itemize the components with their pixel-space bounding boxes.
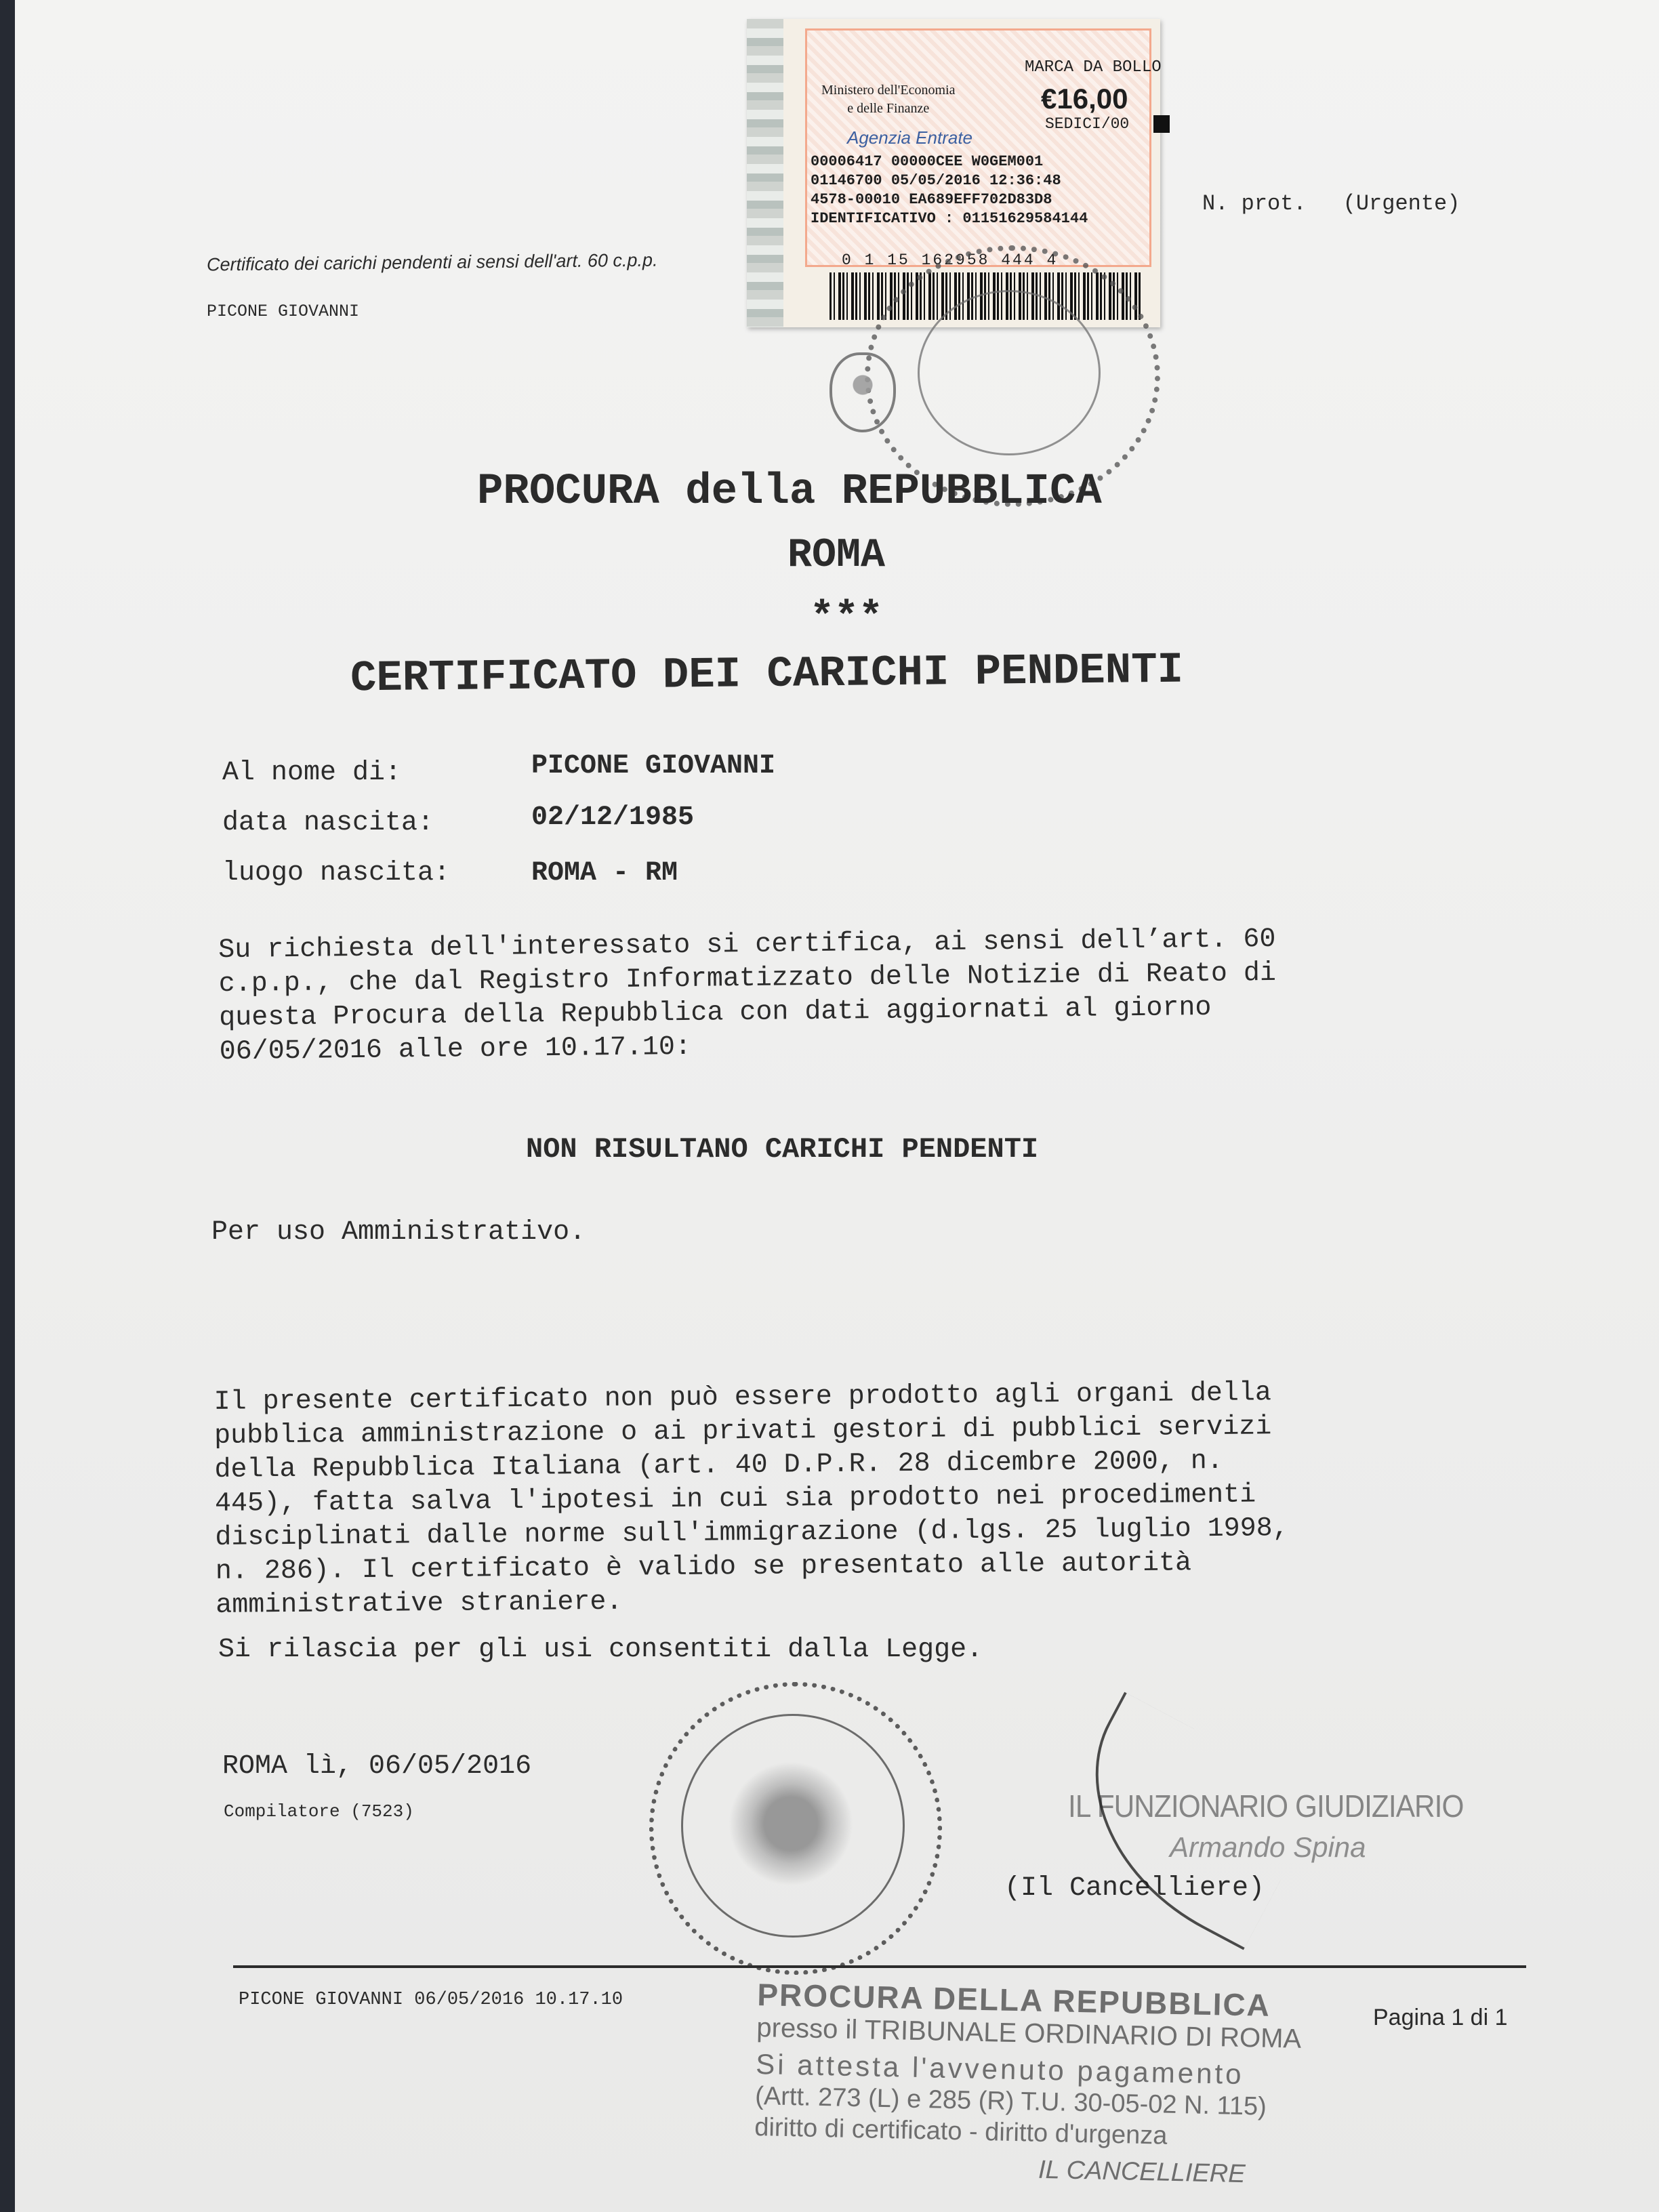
- protocol-label: N. prot.: [1202, 191, 1307, 216]
- birthdate-value: 02/12/1985: [531, 802, 695, 833]
- official-title-stamp: IL FUNZIONARIO GIUDIZIARIO: [1068, 1788, 1464, 1824]
- certification-paragraph: Su richiesta dell'interessato si certifica, ai sensi dell’art. 60 c.p.p., che dal Registro Informatizzato delle Notizie di Reato di questa Procura della Repubblica con dati aggiornati al giorno 06/05/2016 alle ore 10.17.10:: [218, 924, 1277, 1068]
- agency-logo: Agenzia Entrate: [847, 127, 973, 148]
- place-date: ROMA lì, 06/05/2016: [222, 1751, 532, 1782]
- protocol-number: [1202, 191, 1460, 216]
- compiler-id: Compilatore (7523): [224, 1801, 414, 1822]
- name-label: Al nome di:: [222, 758, 402, 788]
- footer-divider: [233, 1965, 1526, 1968]
- stamp-label: MARCA DA BOLLO: [1025, 58, 1162, 77]
- payment-stamp-signer: IL CANCELLIERE: [1038, 2155, 1246, 2189]
- payment-stamp-fees: diritto di certificato - diritto d'urgenza: [754, 2112, 1168, 2150]
- release-statement: Si rilascia per gli usi consentiti dalla Legge.: [218, 1635, 983, 1665]
- payment-stamp-attest: Si attesta l'avvenuto pagamento: [755, 2047, 1245, 2091]
- name-value: PICONE GIOVANNI: [531, 751, 776, 781]
- city-title: ROMA: [787, 533, 886, 579]
- usage-statement: Per uso Amministrativo.: [211, 1217, 586, 1248]
- stamp-tab: [1153, 115, 1170, 133]
- protocol-priority: (Urgente): [1343, 191, 1460, 216]
- stamp-code-line: 01146700 05/05/2016 12:36:48: [811, 172, 1061, 189]
- birthplace-label: luogo nascita:: [222, 858, 451, 888]
- document-title: CERTIFICATO DEI CARICHI PENDENTI: [350, 646, 1184, 704]
- stamp-value: €16,00: [1041, 83, 1128, 115]
- official-name-stamp: Armando Spina: [1170, 1831, 1366, 1863]
- signatory-role: (Il Cancelliere): [1004, 1873, 1265, 1904]
- barcode-number: 0 1 15 162958 444 4: [842, 251, 1059, 269]
- page-number: Pagina 1 di 1: [1373, 2005, 1508, 2030]
- payment-stamp-court: presso il TRIBUNALE ORDINARIO DI ROMA: [756, 2012, 1302, 2054]
- birthdate-label: data nascita:: [222, 808, 434, 838]
- hologram-strip: [747, 19, 783, 327]
- stamp-identifier: IDENTIFICATIVO : 01151629584144: [811, 210, 1088, 227]
- office-seal-stamp: [649, 1682, 942, 1975]
- notice-paragraph: Il presente certificato non può essere prodotto agli organi della pubblica amministrazione o ai privati gestori di pubblici servizi della Repubblica Italiana (art. 40 D.P.R. 28 dicembre 2000, n. 445), fatta salva l'ipotesi in cui sia prodotto nei procedimenti disciplinati dalle norme sull'immigrazione (d.lgs. 25 luglio 1998, n. 286). Il certificato è valido se presentato alle autorità amministrative straniere.: [213, 1378, 1289, 1621]
- payment-stamp-law: (Artt. 273 (L) e 285 (R) T.U. 30-05-02 N. 115): [754, 2081, 1267, 2121]
- republic-emblem-icon: [830, 352, 896, 432]
- ministry-name: Ministero dell'Economia e delle Finanze: [821, 83, 956, 116]
- title-separator: ***: [810, 595, 884, 641]
- stamp-value-words: SEDICI/00: [1045, 115, 1130, 133]
- stamp-code-line: 00006417 00000CEE W0GEM001: [811, 153, 1044, 170]
- office-title: PROCURA della REPUBBLICA: [477, 468, 1102, 516]
- stamp-code-line: 4578-00010 EA689EFF702D83D8: [811, 191, 1052, 208]
- payment-stamp-office: PROCURA DELLA REPUBBLICA: [756, 1976, 1271, 2023]
- result-statement: NON RISULTANO CARICHI PENDENTI: [526, 1133, 1039, 1166]
- footer-info: PICONE GIOVANNI 06/05/2016 10.17.10: [239, 1990, 623, 2010]
- header-name: PICONE GIOVANNI: [207, 302, 360, 321]
- birthplace-value: ROMA - RM: [531, 858, 678, 888]
- certificate-reference: Certificato dei carichi pendenti ai sensi dell'art. 60 c.p.p.: [206, 249, 658, 275]
